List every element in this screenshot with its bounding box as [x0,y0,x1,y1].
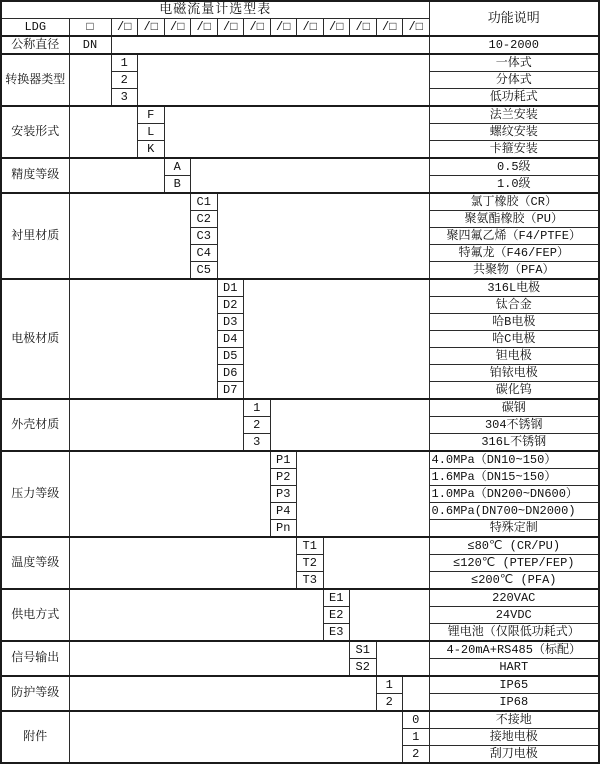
option-description: 接地电极 [429,729,599,746]
option-code: P1 [270,451,297,469]
option-description: 锂电池（仅限低功耗式） [429,624,599,642]
category-label: 外壳材质 [1,399,69,451]
option-row [1,279,599,297]
category-label: 压力等级 [1,451,69,537]
table-title: 电磁流量计选型表 [1,1,429,19]
option-description: 聚氨酯橡胶（PU） [429,211,599,228]
option-code: A [164,158,191,176]
spacer-cell [217,193,429,279]
category-label: 防护等级 [1,676,69,711]
spacer-cell [69,193,191,279]
spacer-cell [69,158,164,193]
option-description: 法兰安装 [429,106,599,124]
option-row [1,106,599,124]
option-code: L [138,124,165,141]
model-code-slot: /□ [270,19,297,37]
option-description: 刮刀电极 [429,746,599,764]
option-row [1,537,599,555]
title-row [1,1,599,19]
spacer-cell [323,537,429,589]
option-description: IP65 [429,676,599,694]
diameter-description: 10-2000 [429,36,599,54]
spacer-cell [244,279,430,399]
option-description: 24VDC [429,607,599,624]
option-description: 螺纹安装 [429,124,599,141]
model-code-slot: /□ [323,19,350,37]
spacer-cell [69,54,111,106]
option-row [1,641,599,659]
option-code: 2 [244,417,271,434]
model-code-slot: /□ [376,19,403,37]
category-label: 信号输出 [1,641,69,676]
option-description: 共聚物（PFA） [429,262,599,280]
category-label: 精度等级 [1,158,69,193]
option-code: E1 [323,589,350,607]
option-code: B [164,176,191,194]
option-code: 1 [111,54,138,72]
option-description: 不接地 [429,711,599,729]
function-column-header: 功能说明 [429,1,599,36]
spacer-cell [69,399,244,451]
category-label: 电极材质 [1,279,69,399]
option-code: 1 [376,676,403,694]
category-label: 转换器类型 [1,54,69,106]
option-code: D7 [217,382,244,400]
spacer-cell [376,641,429,676]
option-description: 铂铱电极 [429,365,599,382]
option-code: D2 [217,297,244,314]
model-code-slot: /□ [244,19,271,37]
option-description: 316L电极 [429,279,599,297]
model-code-slot: /□ [138,19,165,37]
option-description: ≤200℃ (PFA) [429,572,599,590]
option-row [1,54,599,72]
option-description: IP68 [429,694,599,712]
option-code: C3 [191,228,218,245]
spacer-cell [69,641,350,676]
spacer-cell [69,589,323,641]
spacer-cell [69,676,376,711]
option-description: HART [429,659,599,677]
option-code: P4 [270,503,297,520]
option-description: ≤80℃ (CR/PU) [429,537,599,555]
option-code: C5 [191,262,218,280]
diameter-code: DN [69,36,111,54]
option-description: 1.6MPa（DN15~150） [429,469,599,486]
option-code: 2 [403,746,430,764]
option-code: D6 [217,365,244,382]
option-description: 1.0级 [429,176,599,194]
option-code: C4 [191,245,218,262]
category-label: 安装形式 [1,106,69,158]
model-code-slot: /□ [350,19,377,37]
option-code: S2 [350,659,377,677]
option-description: 0.6MPa(DN700~DN2000) [429,503,599,520]
option-code: D1 [217,279,244,297]
model-code-slot: /□ [297,19,324,37]
option-description: 碳钢 [429,399,599,417]
model-prefix: LDG [1,19,69,37]
option-code: 0 [403,711,430,729]
option-code: P2 [270,469,297,486]
option-description: ≤120℃ (PTEP/FEP) [429,555,599,572]
spacer-cell [164,106,429,158]
option-code: P3 [270,486,297,503]
option-description: 卡箍安装 [429,141,599,159]
option-row [1,158,599,176]
option-description: 钽电极 [429,348,599,365]
option-description: 1.0MPa（DN200~DN600） [429,486,599,503]
category-label: 附件 [1,711,69,763]
spacer-cell [69,279,217,399]
option-description: 聚四氟乙烯（F4/PTFE） [429,228,599,245]
spacer-cell [69,711,403,763]
model-code-slot: /□ [111,19,138,37]
option-code: 2 [376,694,403,712]
option-code: 3 [244,434,271,452]
option-row [1,399,599,417]
option-description: 316L不锈钢 [429,434,599,452]
option-description: 特殊定制 [429,520,599,538]
option-row [1,589,599,607]
option-description: 特氟龙（F46/FEP） [429,245,599,262]
option-description: 4-20mA+RS485（标配） [429,641,599,659]
option-description: 哈B电极 [429,314,599,331]
option-description: 220VAC [429,589,599,607]
option-code: 2 [111,72,138,89]
model-code-slot: /□ [403,19,430,37]
option-code: 1 [403,729,430,746]
option-row [1,711,599,729]
option-code: E2 [323,607,350,624]
option-code: T1 [297,537,324,555]
row-label-diameter: 公称直径 [1,36,69,54]
spacer-cell [69,451,270,537]
option-description: 钛合金 [429,297,599,314]
option-code: D3 [217,314,244,331]
category-label: 温度等级 [1,537,69,589]
model-code-slot: /□ [164,19,191,37]
option-code: D4 [217,331,244,348]
option-row [1,193,599,211]
option-code: K [138,141,165,159]
option-code: Pn [270,520,297,538]
model-code-slot: /□ [217,19,244,37]
option-description: 氯丁橡胶（CR） [429,193,599,211]
option-code: F [138,106,165,124]
option-description: 哈C电极 [429,331,599,348]
spacer-cell [111,36,429,54]
spacer-cell [350,589,430,641]
option-description: 碳化钨 [429,382,599,400]
model-code-slot: /□ [191,19,218,37]
option-code: 1 [244,399,271,417]
option-description: 低功耗式 [429,89,599,107]
option-description: 0.5级 [429,158,599,176]
spacer-cell [270,399,429,451]
option-description: 4.0MPa（DN10~150） [429,451,599,469]
option-code: T2 [297,555,324,572]
category-label: 衬里材质 [1,193,69,279]
option-description: 一体式 [429,54,599,72]
option-row [1,451,599,469]
option-description: 304不锈钢 [429,417,599,434]
option-code: E3 [323,624,350,642]
spacer-cell [69,537,297,589]
option-description: 分体式 [429,72,599,89]
option-code: C2 [191,211,218,228]
diameter-row [1,36,599,54]
spacer-cell [191,158,430,193]
category-label: 供电方式 [1,589,69,641]
spacer-cell [403,676,430,711]
spacer-cell [138,54,430,106]
option-code: S1 [350,641,377,659]
option-code: C1 [191,193,218,211]
option-code: T3 [297,572,324,590]
option-code: D5 [217,348,244,365]
model-code-box: □ [69,19,111,37]
option-code: 3 [111,89,138,107]
spacer-cell [69,106,138,158]
option-row [1,676,599,694]
spacer-cell [297,451,430,537]
